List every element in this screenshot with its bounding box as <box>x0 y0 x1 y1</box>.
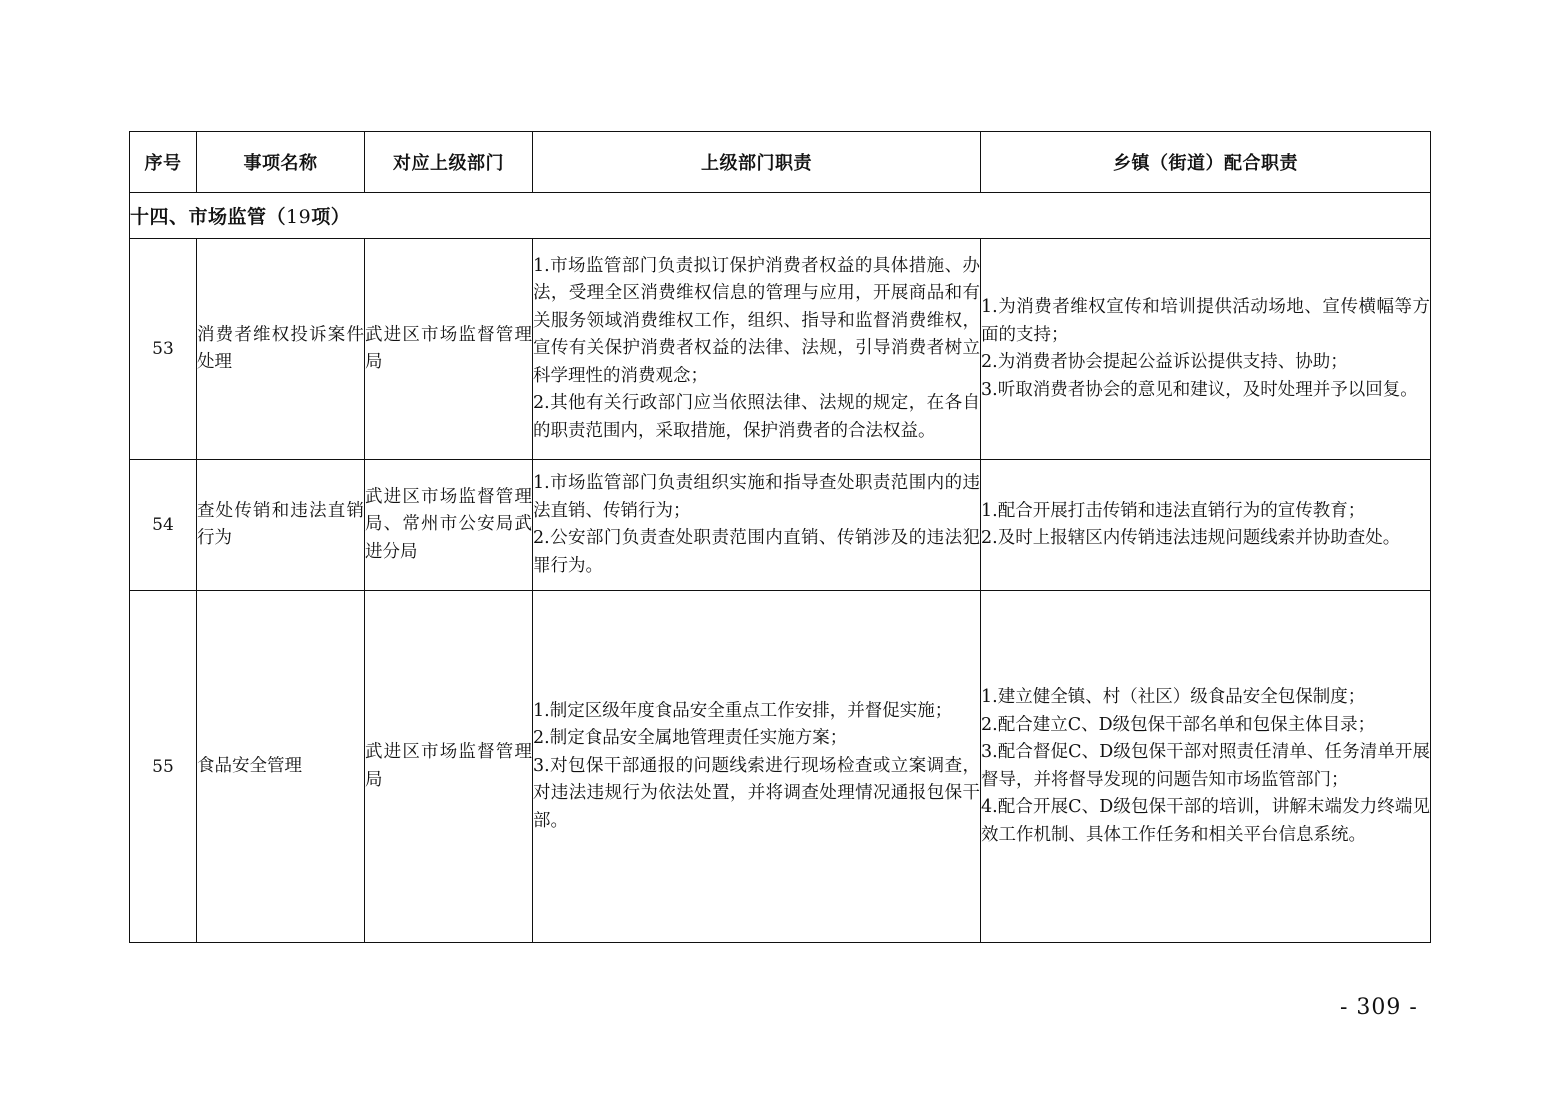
duty-item: 3.配合督促C、D级包保干部对照责任清单、任务清单开展督导，并将督导发现的问题告知市场监管部门； <box>981 742 1430 790</box>
table-header-row <box>130 132 1431 193</box>
page-number: - 309 - <box>1340 995 1418 1020</box>
header-upper-duty: 上级部门职责 <box>533 132 981 193</box>
duty-item: 1.制定区级年度食品安全重点工作安排，并督促实施； <box>533 700 953 721</box>
row-dept: 武进区市场监督管理局 <box>365 591 533 943</box>
row-upper-duty <box>533 460 981 591</box>
duty-item: 2.配合建立C、D级包保干部名单和包保主体目录； <box>981 714 1376 735</box>
duty-item: 2.及时上报辖区内传销违法违规问题线索并协助查处。 <box>981 528 1401 548</box>
section-title-suffix: 项） <box>311 206 351 228</box>
row-item-name: 消费者维权投诉案件处理 <box>197 239 365 460</box>
duty-item: 2.公安部门负责查处职责范围内直销、传销涉及的违法犯罪行为。 <box>533 528 980 576</box>
row-upper-duty <box>533 239 981 460</box>
section-title <box>130 193 1431 239</box>
header-seq: 序号 <box>130 132 197 193</box>
section-row <box>130 193 1431 239</box>
duty-item: 2.为消费者协会提起公益诉讼提供支持、协助； <box>981 352 1348 372</box>
duty-item: 1.市场监管部门负责组织实施和指导查处职责范围内的违法直销、传销行为； <box>533 473 980 521</box>
header-item-name: 事项名称 <box>197 132 365 193</box>
row-item-name: 食品安全管理 <box>197 591 365 943</box>
duty-item: 1.建立健全镇、村（社区）级食品安全包保制度； <box>981 687 1366 707</box>
section-title-text: 十四、市场监管（ <box>130 206 287 228</box>
row-town-duty <box>981 460 1431 591</box>
row-seq: 55 <box>130 591 197 943</box>
duty-item: 4.配合开展C、D级包保干部的培训，讲解末端发力终端见效工作机制、具体工作任务和相关平台信息系统。 <box>981 797 1430 845</box>
row-town-duty <box>981 239 1431 460</box>
row-dept: 武进区市场监督管理局 <box>365 239 533 460</box>
duty-item: 1.市场监管部门负责拟订保护消费者权益的具体措施、办法，受理全区消费维权信息的管理与应用，开展商品和有关服务领域消费维权工作，组织、指导和监督消费维权，宣传有关保护消费者权益的法律、法规，引导消费者树立科学理性的消费观念； <box>533 255 980 386</box>
duty-item: 3.对包保干部通报的问题线索进行现场检查或立案调查，对违法违规行为依法处置，并将调查处理情况通报包保干部。 <box>533 755 980 831</box>
duty-item: 1.配合开展打击传销和违法直销行为的宣传教育； <box>981 500 1366 521</box>
header-dept: 对应上级部门 <box>365 132 533 193</box>
duty-table <box>129 131 1431 943</box>
row-item-name: 查处传销和违法直销行为 <box>197 460 365 591</box>
duty-item: 3.听取消费者协会的意见和建议，及时处理并予以回复。 <box>981 379 1418 400</box>
duty-item: 1.为消费者维权宣传和培训提供活动场地、宣传横幅等方面的支持； <box>981 297 1430 345</box>
table-row <box>130 591 1431 943</box>
row-dept: 武进区市场监督管理局、常州市公安局武进分局 <box>365 460 533 591</box>
header-town-duty: 乡镇（街道）配合职责 <box>981 132 1431 193</box>
duty-item: 2.制定食品安全属地管理责任实施方案； <box>533 728 848 749</box>
document-sheet <box>129 131 1430 943</box>
table-row <box>130 460 1431 591</box>
section-count: 19 <box>286 206 312 228</box>
row-upper-duty <box>533 591 981 943</box>
row-seq: 54 <box>130 460 197 591</box>
row-town-duty <box>981 591 1431 943</box>
row-seq: 53 <box>130 239 197 460</box>
table-row <box>130 239 1431 460</box>
duty-item: 2.其他有关行政部门应当依照法律、法规的规定，在各自的职责范围内，采取措施，保护消费者的合法权益。 <box>533 393 980 441</box>
